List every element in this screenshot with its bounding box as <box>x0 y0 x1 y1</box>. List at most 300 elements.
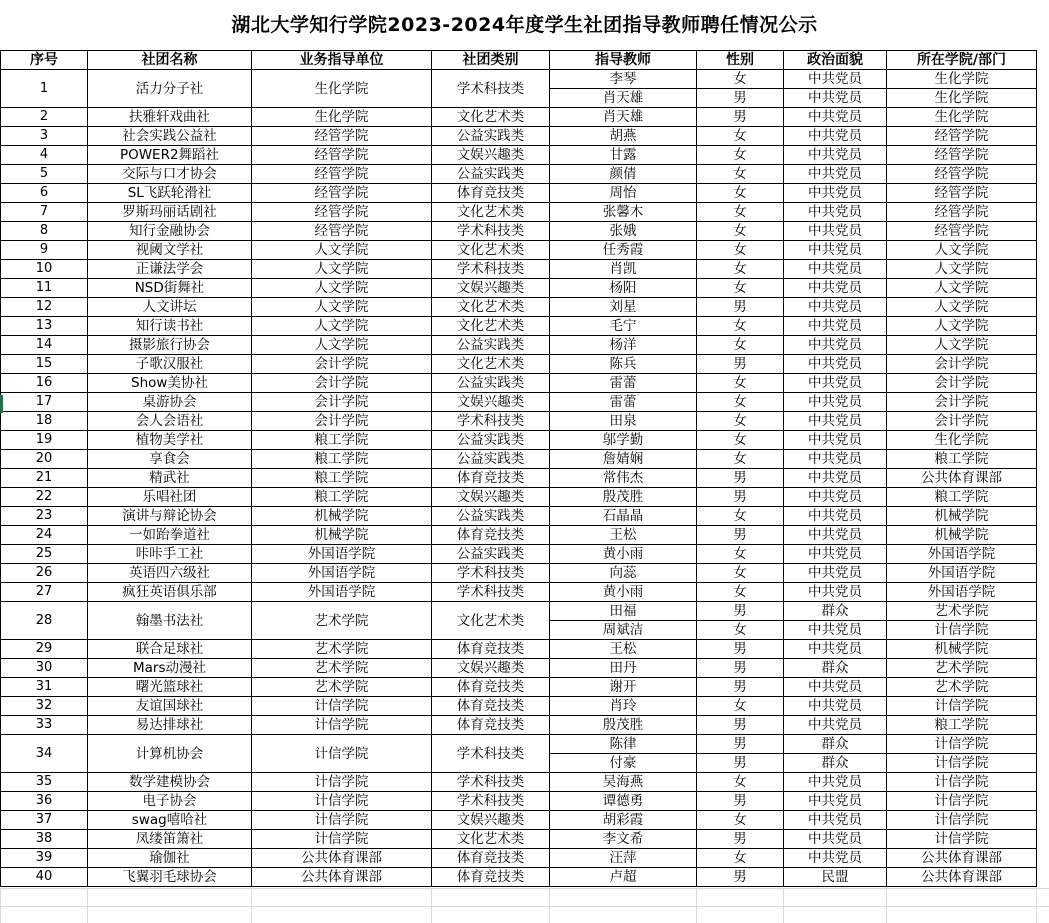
cell-category[interactable]: 公益实践类 <box>432 336 550 355</box>
cell-political[interactable]: 中共党员 <box>784 374 887 393</box>
cell-gender[interactable]: 女 <box>697 583 784 602</box>
cell-no[interactable]: 38 <box>1 830 88 849</box>
cell-dept[interactable]: 生化学院 <box>887 70 1037 89</box>
cell-gender[interactable]: 男 <box>697 678 784 697</box>
cell-club[interactable]: 享食会 <box>88 450 252 469</box>
cell-gender[interactable]: 女 <box>697 260 784 279</box>
cell-category[interactable]: 公益实践类 <box>432 374 550 393</box>
page-title[interactable]: 湖北大学知行学院2023-2024年度学生社团指导教师聘任情况公示 <box>231 14 818 36</box>
cell-unit[interactable]: 会计学院 <box>252 412 432 431</box>
cell-club[interactable]: Mars动漫社 <box>88 659 252 678</box>
cell-category[interactable]: 学术科技类 <box>432 70 550 108</box>
cell-club[interactable]: 视阈文学社 <box>88 241 252 260</box>
cell-no[interactable]: 28 <box>1 602 88 640</box>
cell-club[interactable]: 桌游协会 <box>88 393 252 412</box>
cell-no[interactable]: 17 <box>1 393 88 412</box>
cell-gender[interactable]: 女 <box>697 393 784 412</box>
cell-dept[interactable]: 公共体育课部 <box>887 469 1037 488</box>
cell-no[interactable]: 20 <box>1 450 88 469</box>
cell-unit[interactable]: 外国语学院 <box>252 583 432 602</box>
cell-teacher[interactable]: 雷蕾 <box>550 393 697 412</box>
cell-unit[interactable]: 经管学院 <box>252 203 432 222</box>
cell-gender[interactable]: 女 <box>697 165 784 184</box>
cell-category[interactable]: 体育竞技类 <box>432 469 550 488</box>
cell-political[interactable]: 中共党员 <box>784 526 887 545</box>
cell-gender[interactable]: 男 <box>697 735 784 754</box>
cell-political[interactable]: 中共党员 <box>784 507 887 526</box>
header-cell-dept[interactable]: 所在学院/部门 <box>887 51 1037 70</box>
cell-teacher[interactable]: 石晶晶 <box>550 507 697 526</box>
header-cell-no[interactable]: 序号 <box>1 51 88 70</box>
cell-gender[interactable]: 男 <box>697 469 784 488</box>
cell-gender[interactable]: 男 <box>697 89 784 108</box>
cell-no[interactable]: 40 <box>1 868 88 887</box>
cell-club[interactable]: 计算机协会 <box>88 735 252 773</box>
cell-unit[interactable]: 外国语学院 <box>252 564 432 583</box>
cell-club[interactable]: 曙光篮球社 <box>88 678 252 697</box>
cell-dept[interactable]: 粮工学院 <box>887 716 1037 735</box>
cell-club[interactable]: 演讲与辩论协会 <box>88 507 252 526</box>
cell-political[interactable]: 中共党员 <box>784 697 887 716</box>
cell-no[interactable]: 6 <box>1 184 88 203</box>
header-cell-category[interactable]: 社团类别 <box>432 51 550 70</box>
cell-club[interactable]: 子歌汉服社 <box>88 355 252 374</box>
cell-teacher[interactable]: 田丹 <box>550 659 697 678</box>
cell-club[interactable]: 翰墨书法社 <box>88 602 252 640</box>
cell-club[interactable]: 一如跆拳道社 <box>88 526 252 545</box>
cell-unit[interactable]: 外国语学院 <box>252 545 432 564</box>
cell-unit[interactable]: 计信学院 <box>252 830 432 849</box>
cell-category[interactable]: 学术科技类 <box>432 773 550 792</box>
cell-dept[interactable]: 外国语学院 <box>887 583 1037 602</box>
cell-teacher[interactable]: 谢开 <box>550 678 697 697</box>
cell-dept[interactable]: 经管学院 <box>887 184 1037 203</box>
cell-category[interactable]: 文娱兴趣类 <box>432 279 550 298</box>
cell-political[interactable]: 中共党员 <box>784 545 887 564</box>
cell-teacher[interactable]: 甘露 <box>550 146 697 165</box>
cell-political[interactable]: 中共党员 <box>784 260 887 279</box>
cell-unit[interactable]: 粮工学院 <box>252 431 432 450</box>
cell-unit[interactable]: 人文学院 <box>252 241 432 260</box>
cell-teacher[interactable]: 张娥 <box>550 222 697 241</box>
cell-teacher[interactable]: 黄小雨 <box>550 583 697 602</box>
cell-teacher[interactable]: 李琴 <box>550 70 697 89</box>
cell-political[interactable]: 民盟 <box>784 868 887 887</box>
cell-political[interactable]: 中共党员 <box>784 450 887 469</box>
cell-gender[interactable]: 女 <box>697 811 784 830</box>
cell-unit[interactable]: 计信学院 <box>252 735 432 773</box>
cell-club[interactable]: 知行金融协会 <box>88 222 252 241</box>
cell-unit[interactable]: 会计学院 <box>252 393 432 412</box>
cell-club[interactable]: 友谊国球社 <box>88 697 252 716</box>
cell-gender[interactable]: 男 <box>697 754 784 773</box>
cell-political[interactable]: 群众 <box>784 659 887 678</box>
cell-no[interactable]: 30 <box>1 659 88 678</box>
cell-category[interactable]: 体育竞技类 <box>432 716 550 735</box>
cell-category[interactable]: 学术科技类 <box>432 222 550 241</box>
cell-political[interactable]: 中共党员 <box>784 165 887 184</box>
header-cell-gender[interactable]: 性别 <box>697 51 784 70</box>
cell-political[interactable]: 中共党员 <box>784 640 887 659</box>
cell-unit[interactable]: 人文学院 <box>252 317 432 336</box>
cell-category[interactable]: 体育竞技类 <box>432 678 550 697</box>
cell-political[interactable]: 中共党员 <box>784 70 887 89</box>
cell-teacher[interactable]: 王松 <box>550 526 697 545</box>
cell-political[interactable]: 中共党员 <box>784 355 887 374</box>
cell-political[interactable]: 中共党员 <box>784 678 887 697</box>
cell-no[interactable]: 16 <box>1 374 88 393</box>
cell-category[interactable]: 体育竞技类 <box>432 184 550 203</box>
cell-dept[interactable]: 会计学院 <box>887 355 1037 374</box>
cell-gender[interactable]: 女 <box>697 146 784 165</box>
cell-dept[interactable]: 人文学院 <box>887 260 1037 279</box>
cell-gender[interactable]: 男 <box>697 602 784 621</box>
cell-dept[interactable]: 公共体育课部 <box>887 868 1037 887</box>
cell-no[interactable]: 27 <box>1 583 88 602</box>
cell-category[interactable]: 文化艺术类 <box>432 108 550 127</box>
cell-unit[interactable]: 计信学院 <box>252 697 432 716</box>
cell-gender[interactable]: 女 <box>697 412 784 431</box>
cell-no[interactable]: 26 <box>1 564 88 583</box>
cell-dept[interactable]: 人文学院 <box>887 279 1037 298</box>
cell-political[interactable]: 中共党员 <box>784 431 887 450</box>
cell-teacher[interactable]: 陈律 <box>550 735 697 754</box>
cell-no[interactable]: 15 <box>1 355 88 374</box>
cell-gender[interactable]: 女 <box>697 773 784 792</box>
cell-teacher[interactable]: 胡燕 <box>550 127 697 146</box>
cell-dept[interactable]: 计信学院 <box>887 811 1037 830</box>
cell-teacher[interactable]: 卢超 <box>550 868 697 887</box>
cell-dept[interactable]: 会计学院 <box>887 393 1037 412</box>
cell-unit[interactable]: 经管学院 <box>252 165 432 184</box>
cell-teacher[interactable]: 颜倩 <box>550 165 697 184</box>
cell-unit[interactable]: 人文学院 <box>252 260 432 279</box>
cell-teacher[interactable]: 雷蕾 <box>550 374 697 393</box>
cell-political[interactable]: 中共党员 <box>784 108 887 127</box>
cell-teacher[interactable]: 吴海燕 <box>550 773 697 792</box>
cell-political[interactable]: 中共党员 <box>784 317 887 336</box>
cell-teacher[interactable]: 黄小雨 <box>550 545 697 564</box>
cell-unit[interactable]: 粮工学院 <box>252 469 432 488</box>
cell-unit[interactable]: 人文学院 <box>252 336 432 355</box>
header-cell-teacher[interactable]: 指导教师 <box>550 51 697 70</box>
cell-political[interactable]: 中共党员 <box>784 203 887 222</box>
cell-unit[interactable]: 会计学院 <box>252 355 432 374</box>
cell-unit[interactable]: 计信学院 <box>252 792 432 811</box>
cell-dept[interactable]: 机械学院 <box>887 507 1037 526</box>
cell-unit[interactable]: 经管学院 <box>252 146 432 165</box>
cell-club[interactable]: swag嘻哈社 <box>88 811 252 830</box>
cell-gender[interactable]: 女 <box>697 849 784 868</box>
cell-political[interactable]: 中共党员 <box>784 336 887 355</box>
cell-no[interactable]: 9 <box>1 241 88 260</box>
cell-teacher[interactable]: 王松 <box>550 640 697 659</box>
cell-political[interactable]: 中共党员 <box>784 811 887 830</box>
cell-gender[interactable]: 男 <box>697 108 784 127</box>
cell-political[interactable]: 中共党员 <box>784 146 887 165</box>
cell-unit[interactable]: 粮工学院 <box>252 488 432 507</box>
cell-club[interactable]: 人文讲坛 <box>88 298 252 317</box>
cell-teacher[interactable]: 殷茂胜 <box>550 716 697 735</box>
cell-dept[interactable]: 会计学院 <box>887 412 1037 431</box>
cell-no[interactable]: 34 <box>1 735 88 773</box>
cell-unit[interactable]: 粮工学院 <box>252 450 432 469</box>
cell-teacher[interactable]: 胡彩霞 <box>550 811 697 830</box>
cell-no[interactable]: 37 <box>1 811 88 830</box>
cell-no[interactable]: 24 <box>1 526 88 545</box>
cell-category[interactable]: 学术科技类 <box>432 260 550 279</box>
cell-gender[interactable]: 女 <box>697 431 784 450</box>
cell-club[interactable]: Show美协社 <box>88 374 252 393</box>
cell-dept[interactable]: 经管学院 <box>887 127 1037 146</box>
cell-gender[interactable]: 女 <box>697 184 784 203</box>
cell-unit[interactable]: 人文学院 <box>252 279 432 298</box>
header-cell-unit[interactable]: 业务指导单位 <box>252 51 432 70</box>
cell-club[interactable]: 活力分子社 <box>88 70 252 108</box>
cell-club[interactable]: 罗斯玛丽话剧社 <box>88 203 252 222</box>
cell-unit[interactable]: 经管学院 <box>252 184 432 203</box>
cell-dept[interactable]: 计信学院 <box>887 792 1037 811</box>
cell-teacher[interactable]: 杨阳 <box>550 279 697 298</box>
cell-category[interactable]: 文娱兴趣类 <box>432 659 550 678</box>
cell-no[interactable]: 14 <box>1 336 88 355</box>
cell-unit[interactable]: 艺术学院 <box>252 640 432 659</box>
cell-political[interactable]: 中共党员 <box>784 583 887 602</box>
cell-dept[interactable]: 机械学院 <box>887 526 1037 545</box>
cell-dept[interactable]: 生化学院 <box>887 431 1037 450</box>
cell-no[interactable]: 22 <box>1 488 88 507</box>
cell-political[interactable]: 群众 <box>784 754 887 773</box>
cell-political[interactable]: 中共党员 <box>784 279 887 298</box>
cell-unit[interactable]: 艺术学院 <box>252 659 432 678</box>
cell-category[interactable]: 体育竞技类 <box>432 526 550 545</box>
cell-political[interactable]: 中共党员 <box>784 241 887 260</box>
cell-club[interactable]: 知行读书社 <box>88 317 252 336</box>
cell-no[interactable]: 31 <box>1 678 88 697</box>
cell-category[interactable]: 公益实践类 <box>432 431 550 450</box>
cell-gender[interactable]: 女 <box>697 222 784 241</box>
header-cell-political[interactable]: 政治面貌 <box>784 51 887 70</box>
cell-unit[interactable]: 机械学院 <box>252 526 432 545</box>
cell-club[interactable]: 凤缕笛箫社 <box>88 830 252 849</box>
cell-no[interactable]: 11 <box>1 279 88 298</box>
cell-dept[interactable]: 外国语学院 <box>887 564 1037 583</box>
cell-no[interactable]: 29 <box>1 640 88 659</box>
cell-teacher[interactable]: 邬学勤 <box>550 431 697 450</box>
cell-teacher[interactable]: 田福 <box>550 602 697 621</box>
cell-political[interactable]: 中共党员 <box>784 412 887 431</box>
cell-no[interactable]: 13 <box>1 317 88 336</box>
header-cell-club[interactable]: 社团名称 <box>88 51 252 70</box>
cell-political[interactable]: 中共党员 <box>784 298 887 317</box>
cell-dept[interactable]: 计信学院 <box>887 697 1037 716</box>
cell-dept[interactable]: 计信学院 <box>887 773 1037 792</box>
cell-gender[interactable]: 男 <box>697 640 784 659</box>
cell-dept[interactable]: 经管学院 <box>887 165 1037 184</box>
cell-dept[interactable]: 艺术学院 <box>887 678 1037 697</box>
cell-teacher[interactable]: 殷茂胜 <box>550 488 697 507</box>
cell-dept[interactable]: 公共体育课部 <box>887 849 1037 868</box>
cell-category[interactable]: 体育竞技类 <box>432 697 550 716</box>
cell-teacher[interactable]: 肖天雄 <box>550 108 697 127</box>
cell-club[interactable]: SL飞跃轮滑社 <box>88 184 252 203</box>
cell-political[interactable]: 中共党员 <box>784 469 887 488</box>
cell-club[interactable]: 摄影旅行协会 <box>88 336 252 355</box>
cell-unit[interactable]: 艺术学院 <box>252 678 432 697</box>
cell-no[interactable]: 4 <box>1 146 88 165</box>
cell-category[interactable]: 体育竞技类 <box>432 640 550 659</box>
cell-teacher[interactable]: 付豪 <box>550 754 697 773</box>
cell-category[interactable]: 文化艺术类 <box>432 355 550 374</box>
cell-no[interactable]: 33 <box>1 716 88 735</box>
cell-political[interactable]: 中共党员 <box>784 621 887 640</box>
cell-dept[interactable]: 外国语学院 <box>887 545 1037 564</box>
cell-club[interactable]: POWER2舞蹈社 <box>88 146 252 165</box>
cell-unit[interactable]: 机械学院 <box>252 507 432 526</box>
cell-unit[interactable]: 公共体育课部 <box>252 868 432 887</box>
cell-category[interactable]: 学术科技类 <box>432 564 550 583</box>
cell-category[interactable]: 文化艺术类 <box>432 830 550 849</box>
cell-gender[interactable]: 女 <box>697 279 784 298</box>
cell-no[interactable]: 3 <box>1 127 88 146</box>
cell-category[interactable]: 文化艺术类 <box>432 241 550 260</box>
cell-teacher[interactable]: 谭德勇 <box>550 792 697 811</box>
cell-category[interactable]: 文娱兴趣类 <box>432 146 550 165</box>
cell-teacher[interactable]: 张馨木 <box>550 203 697 222</box>
cell-category[interactable]: 学术科技类 <box>432 412 550 431</box>
cell-club[interactable]: 联合足球社 <box>88 640 252 659</box>
cell-unit[interactable]: 艺术学院 <box>252 602 432 640</box>
cell-category[interactable]: 公益实践类 <box>432 165 550 184</box>
cell-dept[interactable]: 艺术学院 <box>887 659 1037 678</box>
cell-club[interactable]: 飞翼羽毛球协会 <box>88 868 252 887</box>
cell-teacher[interactable]: 肖天雄 <box>550 89 697 108</box>
cell-political[interactable]: 中共党员 <box>784 849 887 868</box>
cell-no[interactable]: 25 <box>1 545 88 564</box>
cell-teacher[interactable]: 刘星 <box>550 298 697 317</box>
cell-category[interactable]: 学术科技类 <box>432 792 550 811</box>
cell-teacher[interactable]: 毛宁 <box>550 317 697 336</box>
cell-club[interactable]: 社会实践公益社 <box>88 127 252 146</box>
cell-no[interactable]: 2 <box>1 108 88 127</box>
cell-gender[interactable]: 男 <box>697 830 784 849</box>
cell-teacher[interactable]: 汪萍 <box>550 849 697 868</box>
cell-gender[interactable]: 女 <box>697 336 784 355</box>
cell-club[interactable]: 会人会语社 <box>88 412 252 431</box>
cell-gender[interactable]: 男 <box>697 868 784 887</box>
cell-category[interactable]: 体育竞技类 <box>432 868 550 887</box>
cell-club[interactable]: 交际与口才协会 <box>88 165 252 184</box>
cell-category[interactable]: 文娱兴趣类 <box>432 393 550 412</box>
cell-dept[interactable]: 计信学院 <box>887 754 1037 773</box>
cell-gender[interactable]: 女 <box>697 697 784 716</box>
cell-teacher[interactable]: 向蕊 <box>550 564 697 583</box>
cell-gender[interactable]: 男 <box>697 488 784 507</box>
cell-category[interactable]: 学术科技类 <box>432 735 550 773</box>
cell-dept[interactable]: 计信学院 <box>887 621 1037 640</box>
cell-dept[interactable]: 粮工学院 <box>887 450 1037 469</box>
cell-category[interactable]: 文化艺术类 <box>432 203 550 222</box>
cell-gender[interactable]: 男 <box>697 355 784 374</box>
cell-category[interactable]: 文化艺术类 <box>432 602 550 640</box>
cell-club[interactable]: 英语四六级社 <box>88 564 252 583</box>
cell-teacher[interactable]: 周斌洁 <box>550 621 697 640</box>
cell-gender[interactable]: 女 <box>697 374 784 393</box>
cell-teacher[interactable]: 詹婧娴 <box>550 450 697 469</box>
cell-no[interactable]: 32 <box>1 697 88 716</box>
cell-no[interactable]: 36 <box>1 792 88 811</box>
cell-dept[interactable]: 经管学院 <box>887 203 1037 222</box>
cell-gender[interactable]: 女 <box>697 317 784 336</box>
cell-category[interactable]: 公益实践类 <box>432 127 550 146</box>
cell-political[interactable]: 中共党员 <box>784 716 887 735</box>
cell-no[interactable]: 21 <box>1 469 88 488</box>
cell-category[interactable]: 文娱兴趣类 <box>432 488 550 507</box>
cell-no[interactable]: 23 <box>1 507 88 526</box>
cell-no[interactable]: 7 <box>1 203 88 222</box>
cell-dept[interactable]: 经管学院 <box>887 222 1037 241</box>
cell-club[interactable]: 乐唱社团 <box>88 488 252 507</box>
cell-political[interactable]: 中共党员 <box>784 89 887 108</box>
cell-political[interactable]: 中共党员 <box>784 127 887 146</box>
cell-teacher[interactable]: 常伟杰 <box>550 469 697 488</box>
cell-club[interactable]: 电子协会 <box>88 792 252 811</box>
cell-dept[interactable]: 机械学院 <box>887 640 1037 659</box>
cell-no[interactable]: 12 <box>1 298 88 317</box>
cell-unit[interactable]: 计信学院 <box>252 716 432 735</box>
cell-category[interactable]: 文化艺术类 <box>432 298 550 317</box>
cell-club[interactable]: 精武社 <box>88 469 252 488</box>
cell-club[interactable]: 疯狂英语俱乐部 <box>88 583 252 602</box>
cell-no[interactable]: 10 <box>1 260 88 279</box>
cell-dept[interactable]: 生化学院 <box>887 108 1037 127</box>
cell-dept[interactable]: 人文学院 <box>887 298 1037 317</box>
cell-no[interactable]: 18 <box>1 412 88 431</box>
cell-club[interactable]: NSD街舞社 <box>88 279 252 298</box>
cell-no[interactable]: 5 <box>1 165 88 184</box>
cell-gender[interactable]: 女 <box>697 241 784 260</box>
cell-category[interactable]: 公益实践类 <box>432 450 550 469</box>
cell-gender[interactable]: 男 <box>697 298 784 317</box>
cell-unit[interactable]: 经管学院 <box>252 222 432 241</box>
cell-gender[interactable]: 男 <box>697 526 784 545</box>
cell-gender[interactable]: 女 <box>697 127 784 146</box>
cell-teacher[interactable]: 任秀霞 <box>550 241 697 260</box>
cell-unit[interactable]: 计信学院 <box>252 773 432 792</box>
cell-teacher[interactable]: 周怡 <box>550 184 697 203</box>
cell-dept[interactable]: 人文学院 <box>887 317 1037 336</box>
cell-political[interactable]: 中共党员 <box>784 792 887 811</box>
cell-gender[interactable]: 男 <box>697 716 784 735</box>
cell-no[interactable]: 1 <box>1 70 88 108</box>
cell-gender[interactable]: 女 <box>697 545 784 564</box>
cell-dept[interactable]: 粮工学院 <box>887 488 1037 507</box>
cell-teacher[interactable]: 李文希 <box>550 830 697 849</box>
cell-unit[interactable]: 会计学院 <box>252 374 432 393</box>
cell-political[interactable]: 中共党员 <box>784 830 887 849</box>
cell-gender[interactable]: 女 <box>697 450 784 469</box>
cell-political[interactable]: 群众 <box>784 735 887 754</box>
cell-political[interactable]: 中共党员 <box>784 564 887 583</box>
cell-gender[interactable]: 女 <box>697 70 784 89</box>
cell-unit[interactable]: 计信学院 <box>252 811 432 830</box>
cell-political[interactable]: 中共党员 <box>784 488 887 507</box>
cell-category[interactable]: 公益实践类 <box>432 545 550 564</box>
cell-category[interactable]: 文娱兴趣类 <box>432 811 550 830</box>
cell-dept[interactable]: 人文学院 <box>887 336 1037 355</box>
cell-political[interactable]: 中共党员 <box>784 773 887 792</box>
cell-teacher[interactable]: 田泉 <box>550 412 697 431</box>
